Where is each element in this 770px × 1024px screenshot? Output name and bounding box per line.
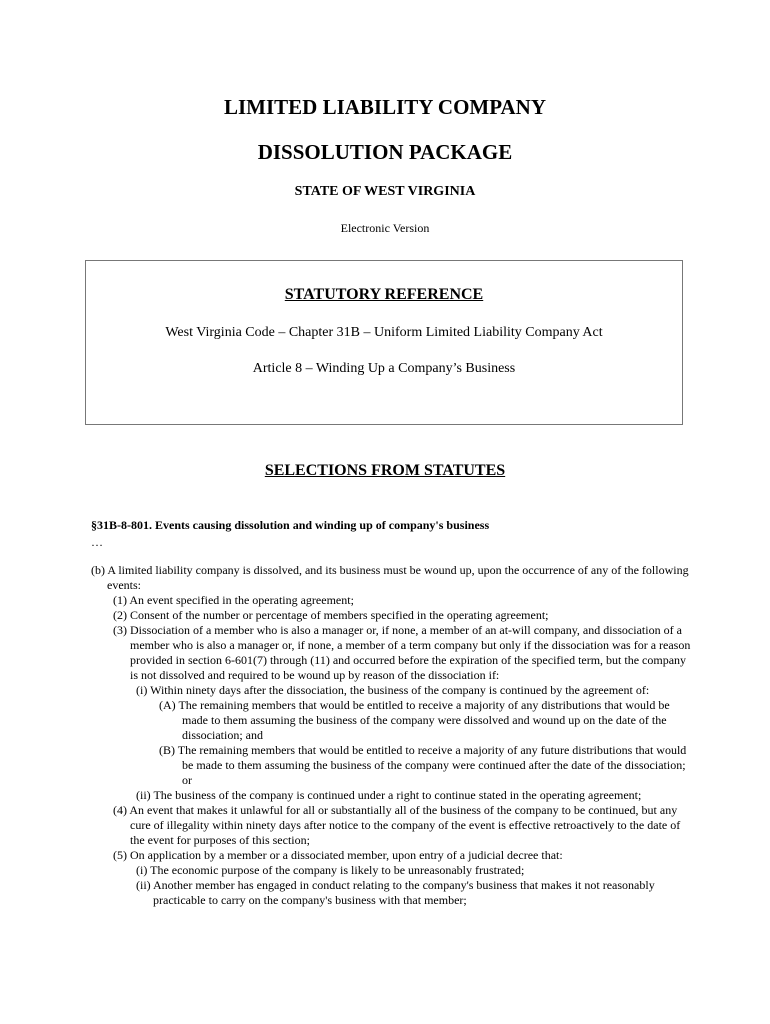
statute-item-2: (2) Consent of the number or percentage of members specified in the operating agreement;: [113, 608, 549, 622]
article-reference: Article 8 – Winding Up a Company’s Business: [252, 361, 516, 376]
statute-item-3: (3) Dissociation of a member who is also a manager or, if none, a member of an at-will company, and dissociation of a member who is also a manager or, if none, a member of a term company but only if the dissociation was for a reason provided in section 6-601(7) through (11) and occurred before the expiration of the specified term, but the company is not dissolved and required to be wound up by reason of the dissociation if:: [113, 623, 691, 682]
section-title: §31B-8-801. Events causing dissolution and winding up of company's business: [91, 518, 490, 532]
statute-item-3-ii: (ii) The business of the company is continued under a right to continue stated in the operating agreement;: [136, 788, 642, 802]
document-title-line-2: DISSOLUTION PACKAGE: [257, 140, 513, 164]
statutory-reference-heading: STATUTORY REFERENCE: [284, 286, 484, 303]
statute-paragraph-b: (b) A limited liability company is dissolved, and its business must be wound up, upon the occurrence of any of the following events:: [91, 563, 689, 592]
statute-text: [91, 563, 691, 908]
state-heading: STATE OF WEST VIRGINIA: [294, 184, 476, 199]
version-label: Electronic Version: [340, 221, 430, 235]
statutory-reference-box: [85, 260, 683, 425]
statute-item-3-i-B: (B) The remaining members that would be entitled to receive a majority of any future distributions that would be made to them assuming the business of the company were continued after the date of the dissociation; or: [159, 743, 687, 787]
statute-item-5: (5) On application by a member or a dissociated member, upon entry of a judicial decree that:: [113, 848, 563, 862]
statute-item-3-i-A: (A) The remaining members that would be entitled to receive a majority of any distributions that would be made to them assuming the business of the company were dissolved and wound up on the date of the dissociation; and: [159, 698, 670, 742]
ellipsis: …: [91, 535, 103, 549]
statute-item-4: (4) An event that makes it unlawful for all or substantially all of the business of the company to be continued, but any cure of illegality within ninety days after notice to the company of the event is effective retroactively to the date of the event for purposes of this section;: [113, 803, 681, 847]
document-title-line-1: LIMITED LIABILITY COMPANY: [223, 95, 547, 119]
selections-heading: SELECTIONS FROM STATUTES: [264, 462, 506, 479]
statute-item-5-i: (i) The economic purpose of the company is likely to be unreasonably frustrated;: [136, 863, 525, 877]
statute-item-1: (1) An event specified in the operating agreement;: [113, 593, 354, 607]
code-chapter-reference: West Virginia Code – Chapter 31B – Uniform Limited Liability Company Act: [165, 325, 603, 340]
statute-item-5-ii: (ii) Another member has engaged in conduct relating to the company's business that makes it not reasonably practicable to carry on the company's business with that member;: [136, 878, 655, 907]
statute-item-3-i: (i) Within ninety days after the dissociation, the business of the company is continued by the agreement of:: [136, 683, 650, 697]
